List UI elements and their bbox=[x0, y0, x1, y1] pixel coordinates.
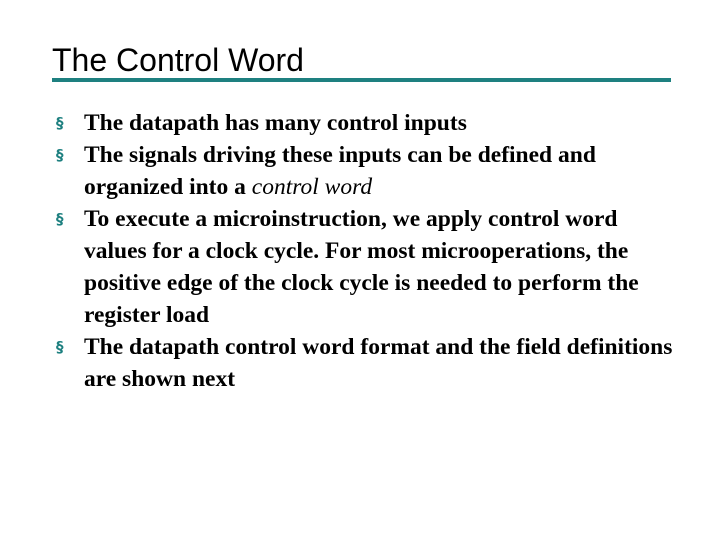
bullet-marker-icon: § bbox=[56, 114, 64, 132]
bullet-text: To execute a microinstruction, we apply control word values for a clock cycle. For most microoperations, the positive edge of the clock cycle is needed to perform the register load bbox=[84, 206, 639, 328]
bullet-text: The datapath has many control inputs bbox=[84, 110, 467, 136]
title-underline bbox=[52, 78, 671, 82]
bullet-item bbox=[56, 107, 676, 139]
bullet-item bbox=[56, 331, 676, 395]
bullet-marker-icon: § bbox=[56, 146, 64, 164]
bullet-emphasis: control word bbox=[251, 174, 373, 200]
slide-title: The Control Word bbox=[52, 42, 304, 78]
bullet-item bbox=[56, 139, 676, 203]
bullet-text: The datapath control word format and the field definitions are shown next bbox=[84, 334, 673, 392]
bullet-marker-icon: § bbox=[56, 338, 64, 356]
bullet-text: The signals driving these inputs can be defined and organized into a bbox=[84, 142, 596, 200]
bullet-list bbox=[56, 107, 676, 395]
bullet-item bbox=[56, 203, 676, 331]
bullet-marker-icon: § bbox=[56, 210, 64, 228]
